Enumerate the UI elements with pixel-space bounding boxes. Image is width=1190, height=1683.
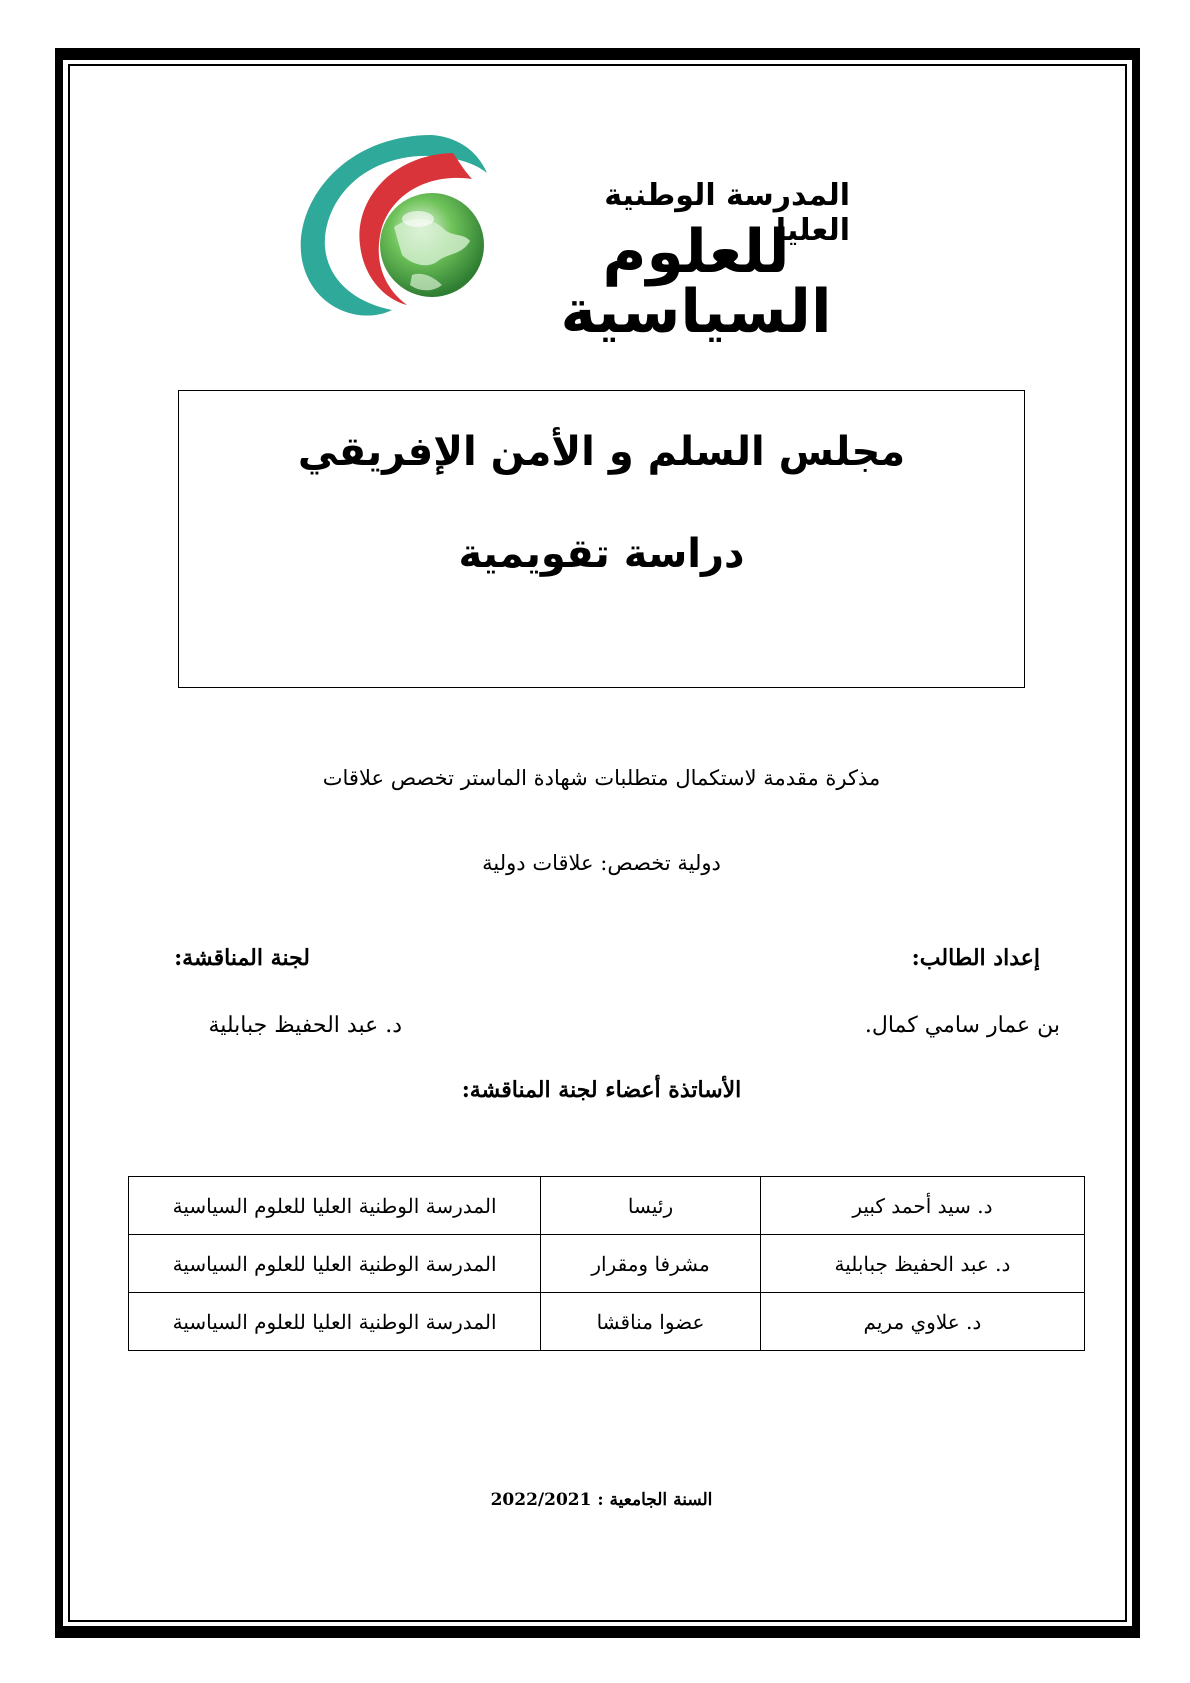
member-institution: المدرسة الوطنية العليا للعلوم السياسية <box>129 1177 541 1235</box>
table-row <box>129 1235 1085 1293</box>
member-institution: المدرسة الوطنية العليا للعلوم السياسية <box>129 1293 541 1351</box>
member-name: د. سيد أحمد كبير <box>760 1177 1084 1235</box>
member-name: د. علاوي مريم <box>760 1293 1084 1351</box>
description-line-1: مذكرة مقدمة لاستكمال متطلبات شهادة الماستر تخصص علاقات <box>322 766 881 790</box>
member-name: د. عبد الحفيظ جبابلية <box>760 1235 1084 1293</box>
member-role: مشرفا ومقرار <box>541 1235 761 1293</box>
committee-supervisor: د. عبد الحفيظ جبابلية <box>208 1013 402 1038</box>
members-table <box>128 1176 1085 1351</box>
table-row <box>129 1293 1085 1351</box>
member-role: عضوا مناقشا <box>541 1293 761 1351</box>
school-logo <box>282 95 922 347</box>
thesis-subtitle: دراسة تقويمية <box>458 531 745 577</box>
committee-label: لجنة المناقشة: <box>174 945 310 971</box>
thesis-title: مجلس السلم و الأمن الإفريقي <box>297 429 906 475</box>
logo-subtitle: المدرسة الوطنية العليا <box>604 178 850 248</box>
logo-title: للعلوم السياسية <box>560 217 832 347</box>
academic-year: السنة الجامعية : 2022/2021 <box>490 1490 713 1510</box>
description-line-2: دولية تخصص: علاقات دولية <box>482 851 721 875</box>
student-name: بن عمار سامي كمال. <box>864 1013 1060 1038</box>
student-label: إعداد الطالب: <box>911 945 1040 971</box>
members-label: الأساتذة أعضاء لجنة المناقشة: <box>461 1077 742 1103</box>
title-box <box>178 390 1025 688</box>
member-institution: المدرسة الوطنية العليا للعلوم السياسية <box>129 1235 541 1293</box>
table-row <box>129 1177 1085 1235</box>
member-role: رئيسا <box>541 1177 761 1235</box>
